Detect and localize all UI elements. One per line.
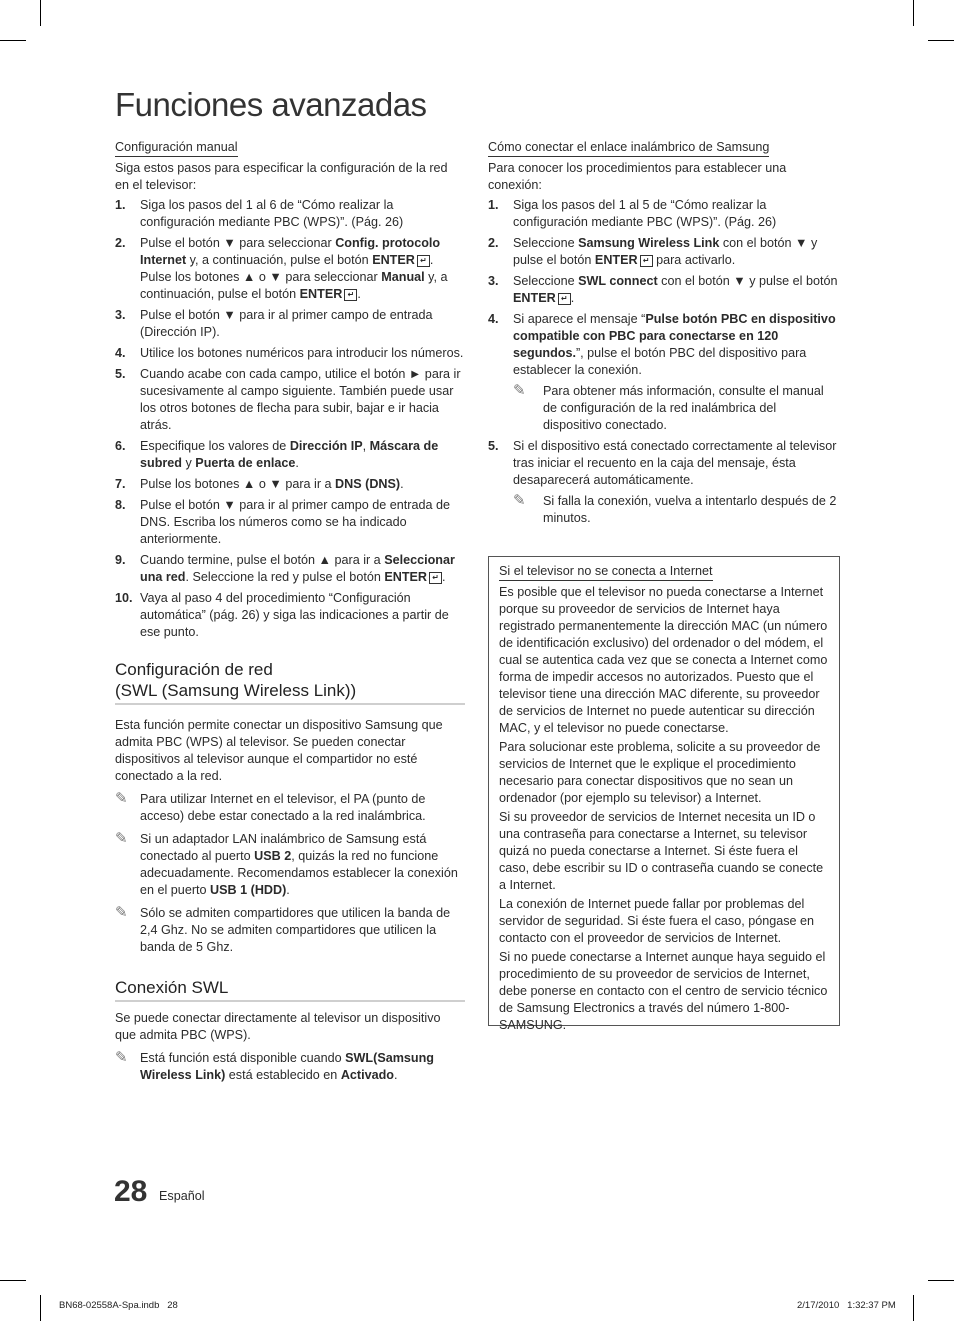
note: ✎ Si falla la conexión, vuelva a intentarlo después de 2 minutos. — [513, 492, 837, 525]
pencil-note-icon: ✎ — [115, 1049, 128, 1066]
list-item: 3. Pulse el botón ▼ para ir al primer campo de entrada (Dirección IP). — [115, 308, 433, 339]
list-item: 4. Si aparece el mensaje “Pulse botón PBC en dispositivo compatible con PBC para conectarse en 120 segundos.”, pulse el botón PBC del dispositivo para establecer la conexión. ✎ Para obtener más información, consulte el manual de configuración de la red inalámbrica del dispositivo conectado. — [488, 311, 838, 434]
swl-config-body: Esta función permite conectar un dispositivo Samsung que admita PBC (WPS) al televisor. Se pueden conectar dispositivos al televisor aunque el compartidor no esté conectado a la red. — [115, 718, 443, 783]
note: ✎ Si un adaptador LAN inalámbrico de Samsung está conectado al puerto USB 2, quizás la red no funcione adecuadamente. Recomendamos establecer la conexión en el puerto USB 1 (HDD). — [115, 830, 458, 897]
enter-key-label: ENTER ↵ — [372, 252, 430, 269]
list-item: 2. Seleccione Samsung Wireless Link con el botón ▼ y pulse el botón ENTER ↵ para activarlo. — [488, 236, 818, 267]
pencil-note-icon: ✎ — [115, 790, 128, 807]
swl-steps-list — [488, 197, 838, 527]
enter-key-label: ENTER ↵ — [595, 252, 653, 269]
page-number: 28 — [114, 1175, 148, 1208]
page-language: Español — [159, 1189, 205, 1203]
box-paragraph: Si su proveedor de servicios de Internet necesita un ID o una contraseña para conectarse a Internet, su televisor quizá no pueda conectarse a Internet. Si éste fuera el caso, debe escribir su ID o contraseña cuando se conecte a Internet. — [499, 810, 824, 892]
enter-key-label: ENTER ↵ — [384, 569, 442, 586]
pencil-note-icon: ✎ — [513, 382, 526, 399]
crop-mark — [928, 40, 954, 41]
crop-mark — [40, 0, 41, 26]
list-item: 8. Pulse el botón ▼ para ir al primer campo de entrada de DNS. Escriba los números como se ha indicado anteriormente. — [115, 498, 450, 546]
crop-mark — [0, 1280, 26, 1281]
list-item: 7. Pulse los botones ▲ o ▼ para ir a DNS (DNS). — [115, 477, 404, 491]
pencil-note-icon: ✎ — [115, 830, 128, 847]
list-item: 1. Siga los pasos del 1 al 5 de “Cómo realizar la configuración mediante PBC (WPS)”. (Pág. 26) — [488, 198, 777, 229]
box-paragraph: La conexión de Internet puede fallar por problemas del servidor de seguridad. Si éste fuera el caso, póngase en contacto con el proveedor de servicios de Internet. — [499, 897, 815, 945]
manual-config-heading: Configuración manual — [115, 139, 238, 157]
internet-troubleshooting-box — [488, 556, 840, 1032]
enter-icon: ↵ — [429, 572, 442, 584]
box-heading: Si el televisor no se conecta a Internet — [499, 563, 713, 581]
pencil-note-icon: ✎ — [513, 492, 526, 509]
footer-file-info: BN68-02558A-Spa.indb 28 — [59, 1300, 178, 1311]
left-column — [115, 139, 465, 1087]
swl-connection-body: Se puede conectar directamente al televisor un dispositivo que admita PBC (WPS). — [115, 1011, 441, 1042]
note: ✎ Para utilizar Internet en el televisor, el PA (punto de acceso) debe estar conectado a la red inalámbrica. — [115, 790, 426, 823]
page-title: Funciones avanzadas — [115, 86, 427, 123]
list-item: 10. Vaya al paso 4 del procedimiento “Configuración automática” (pág. 26) y siga las indicaciones a partir de ese punto. — [115, 591, 449, 639]
swl-connect-intro: Para conocer los procedimientos para establecer una conexión: — [488, 161, 787, 192]
swl-config-heading: Configuración de red (SWL (Samsung Wireless Link)) — [115, 659, 465, 705]
enter-icon: ↵ — [417, 255, 430, 267]
list-item: 2. Pulse el botón ▼ para seleccionar Config. protocolo Internet y, a continuación, pulse el botón ENTER ↵ . Pulse los botones ▲ o ▼ para seleccionar Manual y, a continuación, pulse el botón ENTER ↵ . — [115, 236, 448, 301]
swl-connection-heading: Conexión SWL — [115, 977, 465, 1002]
list-item: 5. Cuando acabe con cada campo, utilice el botón ► para ir sucesivamente al campo siguiente. También puede usar los otros botones de flecha para subir, bajar e ir hacia atrás. — [115, 367, 461, 432]
list-item: 6. Especifique los valores de Dirección IP, Máscara de subred y Puerta de enlace. — [115, 439, 439, 470]
enter-key-label: ENTER ↵ — [300, 286, 358, 303]
enter-key-label: ENTER ↵ — [513, 290, 571, 307]
enter-icon: ↵ — [640, 255, 653, 267]
crop-mark — [40, 1295, 41, 1321]
pencil-note-icon: ✎ — [115, 904, 128, 921]
list-item: 4. Utilice los botones numéricos para introducir los números. — [115, 346, 464, 360]
box-paragraph: Para solucionar este problema, solicite a su proveedor de servicios de Internet que le explique el procedimiento necesario para conectar dispositivos que no sean un ordenador (por ejemplo su televisor) a Internet. — [499, 740, 821, 805]
enter-icon: ↵ — [558, 293, 571, 305]
enter-icon: ↵ — [344, 289, 357, 301]
manual-config-intro: Siga estos pasos para especificar la configuración de la red en el televisor: — [115, 161, 448, 192]
list-item: 9. Cuando termine, pulse el botón ▲ para ir a Seleccionar una red. Seleccione la red y pulse el botón ENTER ↵ . — [115, 553, 455, 584]
crop-mark — [928, 1280, 954, 1281]
crop-mark — [913, 1295, 914, 1321]
manual-steps-list — [115, 197, 465, 641]
note: ✎ Sólo se admiten compartidores que utilicen la banda de 2,4 Ghz. No se admiten compartidores que utilicen la banda de 5 Ghz. — [115, 904, 451, 954]
crop-mark — [913, 0, 914, 26]
note: ✎ Para obtener más información, consulte el manual de configuración de la red inalámbrica del dispositivo conectado. — [513, 382, 824, 432]
footer-date: 2/17/2010 1:32:37 PM — [797, 1300, 896, 1311]
box-paragraph: Es posible que el televisor no pueda conectarse a Internet porque su proveedor de servicios de Internet haya registrado permanentemente la dirección MAC (un número de identificación exclusivo) del ordenador o del módem, el cual se autentica cada vez que se conecta a Internet como forma de impedir accesos no autorizados. Puesto que el televisor tiene una dirección MAC diferente, su proveedor de servicios de Internet no puede autenticar su dirección MAC, y el televisor no puede conectarse. — [499, 585, 828, 735]
box-paragraph: Si no puede conectarse a Internet aunque haya seguido el procedimiento de su proveedor de servicios de Internet, debe ponerse en contacto con el centro de servicio técnico de Samsung Electronics a través del número 1-800-SAMSUNG. — [499, 950, 828, 1032]
list-item: 3. Seleccione SWL connect con el botón ▼ y pulse el botón ENTER ↵ . — [488, 274, 838, 305]
crop-mark — [0, 40, 26, 41]
right-column — [488, 139, 838, 531]
note: ✎ Está función está disponible cuando SWL(Samsung Wireless Link) está establecido en Activado. — [115, 1049, 434, 1082]
swl-connect-heading: Cómo conectar el enlace inalámbrico de Samsung — [488, 139, 769, 157]
list-item: 1. Siga los pasos del 1 al 6 de “Cómo realizar la configuración mediante PBC (WPS)”. (Pág. 26) — [115, 198, 404, 229]
list-item: 5. Si el dispositivo está conectado correctamente al televisor tras iniciar el recuento en la caja del mensaje, ésta desaparecerá automáticamente. ✎ Si falla la conexión, vuelva a intentarlo después de 2 minutos. — [488, 439, 837, 525]
